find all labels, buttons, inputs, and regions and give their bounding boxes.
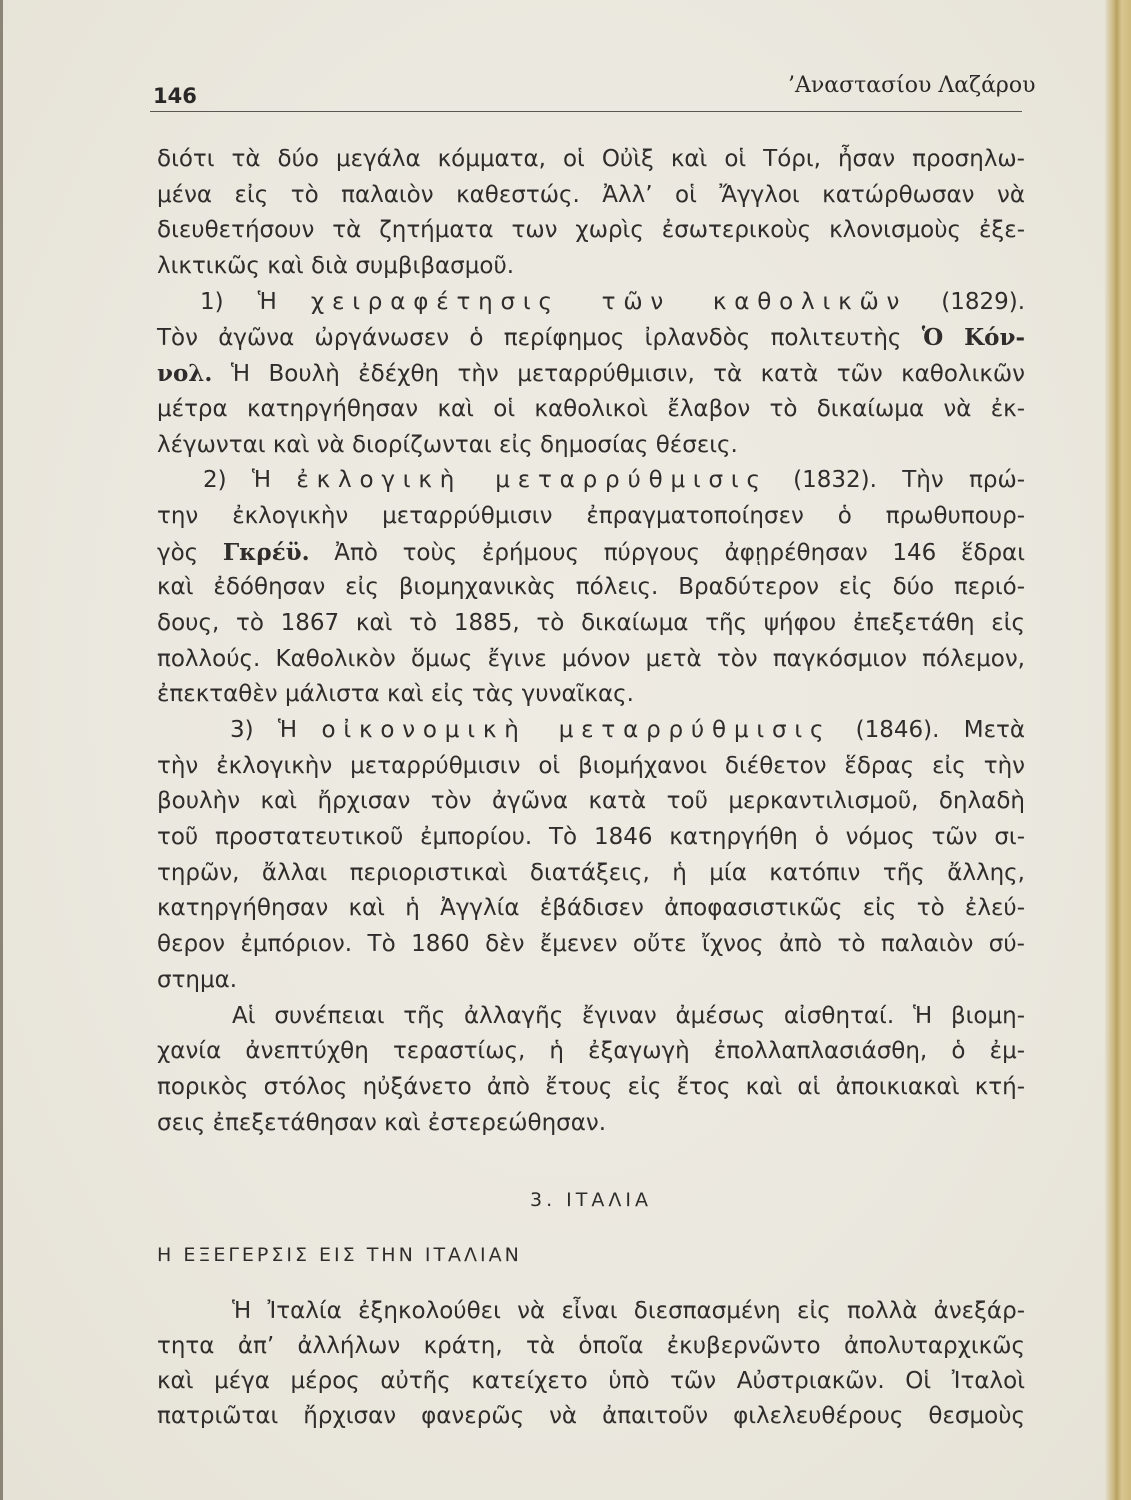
page-number: 146 (153, 84, 197, 108)
text-line: τηρῶν, ἄλλαι περιοριστικαὶ διατάξεις, ἡ μία κατόπιν τῆς ἄλλης, (157, 859, 1025, 886)
text-line: μένα εἰς τὸ παλαιὸν καθεστώς. Ἀλλ’ οἱ Ἄγγλοι κατώρθωσαν νὰ (157, 181, 1025, 208)
text-line: καὶ μέγα μέρος αὐτῆς κατείχετο ὑπὸ τῶν Αὐστριακῶν. Οἱ Ἰταλοὶ (157, 1368, 1025, 1394)
text-line: λικτικῶς καὶ διὰ συμβιβασμοῦ. (157, 253, 515, 280)
text-segment: Ἀπὸ τοὺς ἐρήμους πύργους ἀφῃρέθησαν 146 ἕδραι (334, 539, 1025, 566)
text-line: Ἡ Ἰταλία ἐξηκολούθει νὰ εἶναι διεσπασμένη εἰς πολλὰ ἀνεξάρ- (232, 1298, 1025, 1324)
text-segment: γὸς (157, 539, 199, 566)
text-line: τὴν ἐκλογικὴν μεταρρύθμισιν οἱ βιομήχανοι διέθετον ἕδρας εἰς τὴν (157, 752, 1025, 779)
reform-year: (1846). Μετὰ (855, 717, 1026, 743)
text-line: πατριῶται ἤρχισαν φανερῶς νὰ ἀπαιτοῦν φιλελευθέρους θεσμοὺς (157, 1403, 1025, 1429)
reform-number: 2) Ἡ (203, 467, 272, 494)
text-line: σεις ἐπεξετάθησαν καὶ ἐστερεώθησαν. (157, 1109, 607, 1136)
reform-title: ἐκλογικὴ μεταρρύθμισις (296, 467, 768, 494)
page-edge-left (0, 0, 3, 1500)
text-segment: Τὸν ἀγῶνα ὠργάνωσεν ὁ περίφημος ἰρλανδὸς πολιτευτὴς (157, 325, 902, 352)
subheading: Η ΕΞΕΓΕΡΣΙΣ ΕΙΣ ΤΗΝ ΙΤΑΛΙΑΝ (157, 1244, 522, 1266)
reform-title: χειραφέτησις τῶν καθολικῶν (310, 288, 908, 315)
text-line: μέτρα κατηργήθησαν καὶ οἱ καθολικοὶ ἔλαβον τὸ δικαίωμα νὰ ἐκ- (157, 395, 1025, 422)
text-line: στημα. (157, 966, 238, 993)
header-rule (150, 111, 1022, 112)
reform-year: (1829). (941, 288, 1026, 315)
text-line: διευθετήσουν τὰ ζητήματα των χωρὶς ἐσωτερικοὺς κλονισμοὺς ἐξε- (157, 217, 1025, 244)
reform-year: (1832). Τὴν πρώ- (793, 467, 1025, 494)
text-segment: Ἡ Βουλὴ ἐδέχθη τὴν μεταρρύθμισιν, τὰ κατὰ τῶν καθολικῶν (230, 361, 1026, 388)
text-line: ἐπεκταθὲν μάλιστα καὶ εἰς τὰς γυναῖκας. (157, 681, 634, 708)
text-line: βουλὴν καὶ ἤρχισαν τὸν ἀγῶνα κατὰ τοῦ μερκαντιλισμοῦ, δηλαδὴ (157, 788, 1025, 815)
text-line: χανία ἀνεπτύχθη τεραστίως, ἡ ἐξαγωγὴ ἐπολλαπλασιάσθη, ὁ ἐμ- (157, 1038, 1025, 1065)
text-line (157, 535, 1025, 571)
text-line: διότι τὰ δύο μεγάλα κόμματα, οἱ Οὐὶξ καὶ οἱ Τόρι, ἦσαν προσηλω- (157, 146, 1025, 172)
italy-text (157, 1294, 1025, 1434)
text-line: δους, τὸ 1867 καὶ τὸ 1885, τὸ δικαίωμα τῆς ψήφου ἐπεξετάθη εἰς (157, 609, 1025, 636)
text-line: τητα ἀπ’ ἀλλήλων κράτη, τὰ ὁποῖα ἐκυβερνῶντο ἀπολυταρχικῶς (157, 1333, 1025, 1359)
reform-3-heading-line (157, 713, 1025, 749)
reform-1-heading-line (157, 285, 1025, 321)
reform-title: οἰκονομικὴ μεταρρύθμισις (321, 717, 832, 743)
text-line: την ἐκλογικὴν μεταρρύθμισιν ἐπραγματοποίησεν ὁ πρωθυπουρ- (157, 502, 1025, 529)
person-name: Γκρέϋ. (222, 538, 310, 566)
text-line: καὶ ἐδόθησαν εἰς βιομηχανικὰς πόλεις. Βραδύτερον εἰς δύο περιό- (157, 574, 1025, 601)
reform-2-heading-line (157, 463, 1025, 499)
body-text (157, 142, 1025, 1141)
text-line: Αἱ συνέπειαι τῆς ἀλλαγῆς ἔγιναν ἀμέσως αἰσθηταί. Ἡ βιομη- (232, 1002, 1025, 1029)
person-name: νολ. (157, 360, 213, 388)
reform-number: 1) Ἡ (200, 288, 277, 315)
text-line: θερον ἐμπόριον. Τὸ 1860 δὲν ἔμενεν οὔτε ἴχνος ἀπὸ τὸ παλαιὸν σύ- (157, 931, 1025, 958)
running-title: ’Αναστασίου Λαζάρου (788, 73, 1036, 98)
text-line (157, 356, 1025, 392)
text-line (157, 320, 1025, 356)
person-name: Ὁ Κόν- (921, 324, 1026, 352)
section-heading: 3. ΙΤΑΛΙΑ (530, 1189, 652, 1211)
page-binding-edge (1105, 0, 1131, 1500)
reform-number: 3) Ἡ (230, 717, 298, 743)
text-line: λέγωνται καὶ νὰ διορίζωνται εἰς δημοσίας θέσεις. (157, 431, 738, 458)
text-line: τοῦ προστατευτικοῦ ἐμπορίου. Τὸ 1846 κατηργήθη ὁ νόμος τῶν σι- (157, 824, 1025, 851)
text-line: πορικὸς στόλος ηὐξάνετο ἀπὸ ἔτους εἰς ἔτος καὶ αἱ ἀποικιακαὶ κτή- (157, 1073, 1025, 1100)
text-line: κατηργήθησαν καὶ ἡ Ἀγγλία ἐβάδισεν ἀποφασιστικῶς εἰς τὸ ἐλεύ- (157, 895, 1025, 922)
text-line: πολλούς. Καθολικὸν ὅμως ἔγινε μόνον μετὰ τὸν παγκόσμιον πόλεμον, (157, 645, 1025, 672)
